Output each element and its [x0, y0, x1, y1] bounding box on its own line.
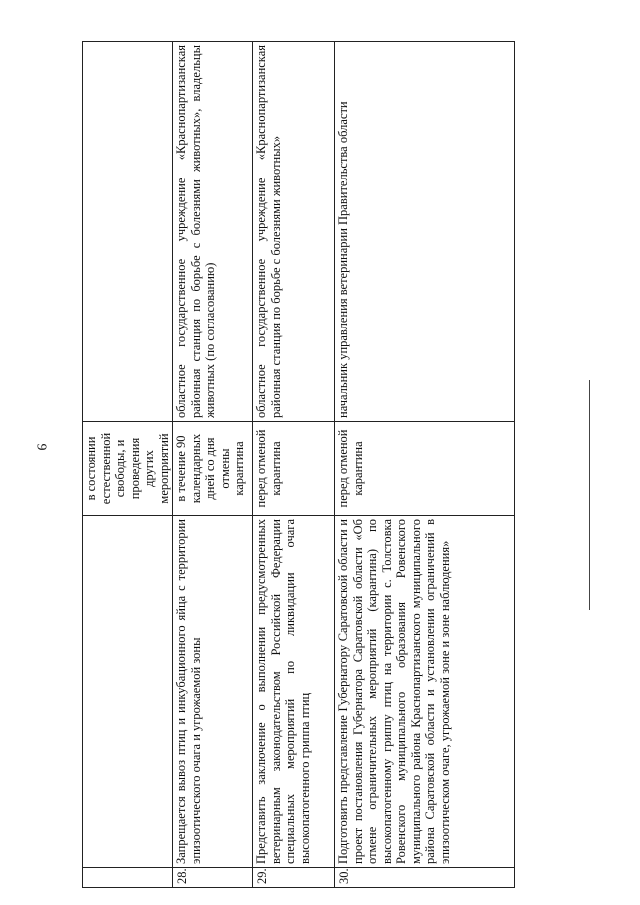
responsible-cell: начальник управления ветеринарии Правительства области [335, 42, 515, 422]
responsible-cell: областное государственное учреждение «Краснопартизанская районная станция по борьбе с болезнями животных», владельцы животных (по согласованию) [173, 42, 253, 422]
measure-cell: Подготовить представление Губернатору Саратовской области и проект постановления Губернатора Саратовской области «Об отмене ограничительных мероприятий (карантина) по высокопатогенному гриппу птиц на территории с. Толстовка Ровенского муниципального образования Ровенского муниципального района Краснопартизанского муниципального района Саратовской области и установлении ограничений в эпизоотическом очаге, угрожаемой зоне и зоне наблюдения» [335, 516, 515, 868]
timing-cell: перед отменой карантина [335, 422, 515, 516]
row-number [83, 868, 173, 888]
row-number: 28. [173, 868, 253, 888]
responsible-cell: областное государственное учреждение «Краснопартизанская районная станция по борьбе с болезнями животных» [253, 42, 335, 422]
row-number: 29. [253, 868, 335, 888]
timing-cell: в течение 90 календарных дней со дня отмены карантина [173, 422, 253, 516]
table-row [253, 42, 335, 888]
measure-cell [83, 516, 173, 868]
timing-cell: перед отменой карантина [253, 422, 335, 516]
table-row [83, 42, 173, 888]
table-row [173, 42, 253, 888]
measures-table [82, 41, 515, 888]
page-number: 9 [33, 443, 49, 451]
measure-cell: Запрещается вывоз птиц и инкубационного яйца с территории эпизоотического очага и угрожаемой зоны [173, 516, 253, 868]
timing-cell: в состоянии естественной свободы, и проведения других мероприятий [83, 422, 173, 516]
row-number: 30. [335, 868, 515, 888]
rotated-table-page [82, 42, 539, 888]
measure-cell: Представить заключение о выполнении предусмотренных ветеринарным законодательством Российской Федерации специальных мероприятий по ликвидации очага высокопатогенного гриппа птиц [253, 516, 335, 868]
footer-rule [589, 380, 590, 610]
responsible-cell [83, 42, 173, 422]
table-row [335, 42, 515, 888]
